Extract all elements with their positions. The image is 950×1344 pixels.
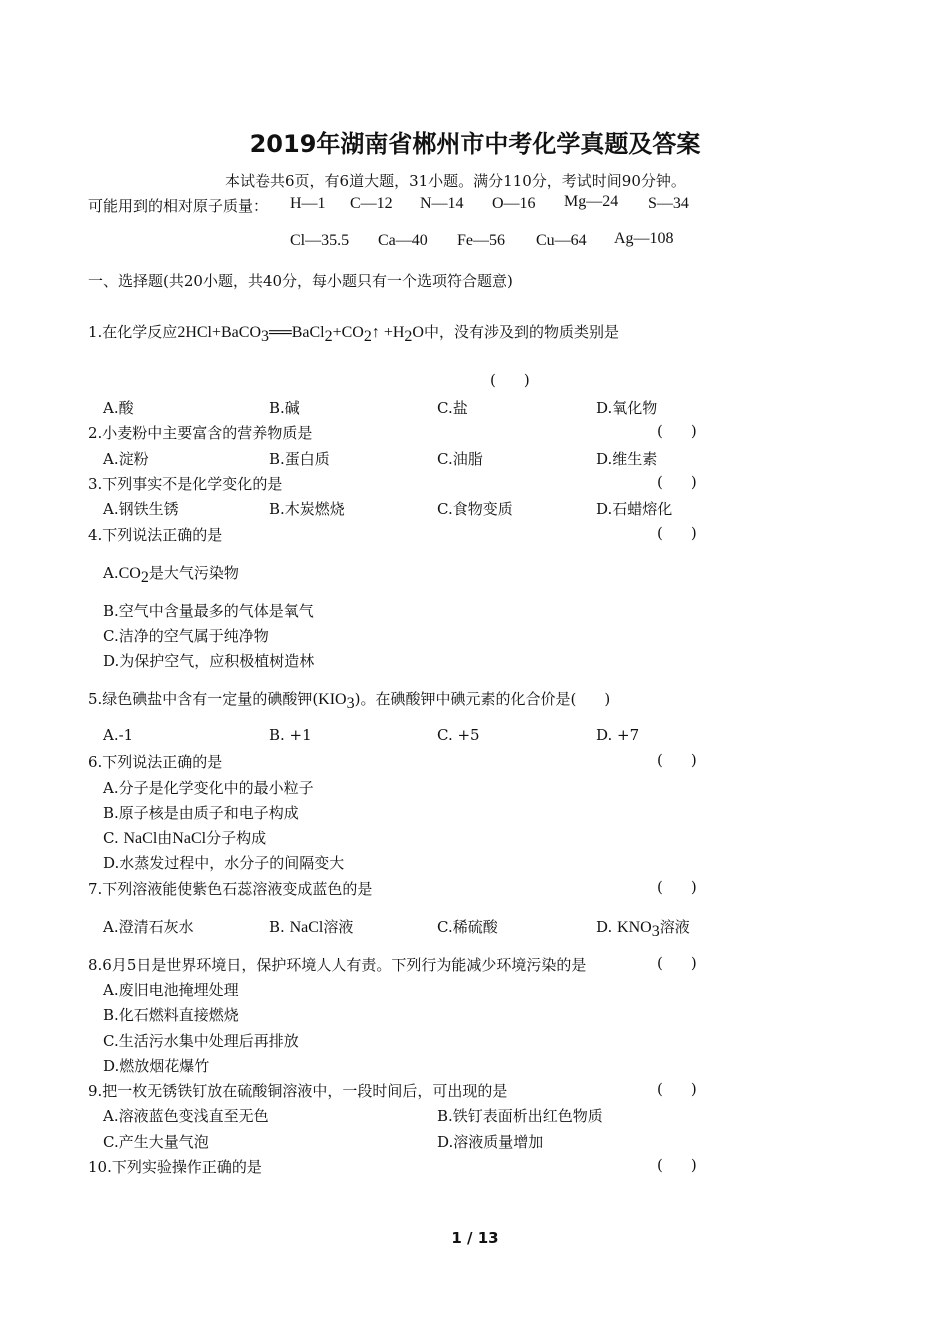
formula: CO — [118, 565, 141, 582]
atomic-mass-h: H—1 — [290, 195, 326, 212]
answer-bracket: ( ) — [657, 422, 697, 440]
option-d: D.溶液质量增加 — [437, 1133, 544, 1151]
option-b: B. +1 — [269, 726, 312, 744]
equation-part-5: O — [412, 324, 424, 341]
section-heading-choice: 一、选择题(共20小题，共40分，每小题只有一个选项符合题意) — [88, 272, 513, 290]
equation-part-3: +CO — [332, 324, 364, 341]
formula: NaCl — [289, 919, 324, 936]
atomic-mass-s: S—34 — [648, 195, 689, 212]
option-a: A.酸 — [103, 399, 134, 417]
formula: KNO — [617, 919, 652, 936]
option-a: A.分子是化学变化中的最小粒子 — [103, 779, 314, 797]
formula-subscript: 3 — [346, 695, 355, 712]
option-a: A.溶液蓝色变浅直至无色 — [103, 1107, 269, 1125]
option-b: B. NaCl溶液 — [269, 918, 354, 936]
option-d: D. +7 — [596, 726, 640, 744]
question-4: 4.下列说法正确的是 — [88, 526, 223, 544]
option-a: A.废旧电池掩埋处理 — [103, 981, 239, 999]
answer-bracket: ( ) — [657, 1156, 697, 1174]
question-8: 8.6月5日是世界环境日，保护环境人人有责。下列行为能减少环境污染的是 — [88, 956, 587, 974]
option-c: C.食物变质 — [437, 500, 513, 518]
answer-bracket: ( ) — [657, 954, 697, 972]
question-1 — [88, 321, 619, 346]
atomic-mass-n: N—14 — [420, 195, 464, 212]
question-3: 3.下列事实不是化学变化的是 — [88, 475, 283, 493]
equation-subscript-3: 2 — [363, 328, 372, 345]
option-b: B.铁钉表面析出红色物质 — [437, 1107, 603, 1125]
exam-info: 本试卷共6页，有6道大题，31小题。满分110分，考试时间90分钟。 — [225, 172, 686, 190]
question-9: 9.把一枚无锈铁钉放在硫酸铜溶液中，一段时间后，可出现的是 — [88, 1082, 508, 1100]
equation-part-2: ══BaCl — [269, 324, 325, 341]
option-b: B.化石燃料直接燃烧 — [103, 1006, 239, 1024]
option-d: D.水蒸发过程中，水分子的间隔变大 — [103, 854, 345, 872]
option-d: D.燃放烟花爆竹 — [103, 1057, 210, 1075]
option-a: A.淀粉 — [103, 450, 149, 468]
option-c: C. NaCl由NaCl分子构成 — [103, 829, 267, 847]
atomic-mass-cl: Cl—35.5 — [290, 232, 350, 249]
answer-bracket: ( ) — [490, 371, 530, 389]
atomic-mass-cu: Cu—64 — [536, 232, 587, 249]
option-d: D.为保护空气，应积极植树造林 — [103, 652, 315, 670]
atomic-mass-o: O—16 — [492, 195, 536, 212]
option-d: D.氧化物 — [596, 399, 658, 417]
equation-subscript-2: 2 — [324, 328, 333, 345]
option-b: B.蛋白质 — [269, 450, 330, 468]
option-c: C.洁净的空气属于纯净物 — [103, 627, 269, 645]
atomic-mass-c: C—12 — [350, 195, 393, 212]
option-b: B.原子核是由质子和电子构成 — [103, 804, 299, 822]
answer-bracket: ( ) — [657, 878, 697, 896]
option-c: C.生活污水集中处理后再排放 — [103, 1032, 299, 1050]
option-c: C.油脂 — [437, 450, 483, 468]
formula-subscript: 2 — [140, 569, 149, 586]
question-2: 2.小麦粉中主要富含的营养物质是 — [88, 424, 313, 442]
formula: KIO — [318, 691, 347, 708]
answer-bracket: ( ) — [657, 1080, 697, 1098]
option-a: A.澄清石灰水 — [103, 918, 194, 936]
equation-subscript-1: 3 — [261, 328, 270, 345]
atomic-mass-label: 可能用到的相对原子质量： — [88, 197, 269, 215]
option-a: A.钢铁生锈 — [103, 500, 179, 518]
answer-bracket: ( ) — [657, 473, 697, 491]
answer-bracket: ( ) — [657, 751, 697, 769]
option-c: C.盐 — [437, 399, 468, 417]
question-1-prefix: 1.在化学反应 — [88, 323, 178, 341]
formula: NaCl — [172, 830, 207, 847]
option-b: B.木炭燃烧 — [269, 500, 345, 518]
equation-subscript-4: 2 — [404, 328, 413, 345]
atomic-mass-mg: Mg—24 — [564, 193, 619, 210]
equation-part-4: ↑ +H — [371, 324, 405, 341]
formula: NaCl — [123, 830, 158, 847]
option-d: D.维生素 — [596, 450, 658, 468]
option-d: D.石蜡熔化 — [596, 500, 673, 518]
answer-bracket: ( ) — [657, 524, 697, 542]
question-7: 7.下列溶液能使紫色石蕊溶液变成蓝色的是 — [88, 880, 373, 898]
option-a: $A.CO_2$是大气污染物 — [103, 564, 239, 586]
atomic-mass-fe: Fe—56 — [457, 232, 505, 249]
option-b: B.碱 — [269, 399, 300, 417]
question-6: 6.下列说法正确的是 — [88, 753, 223, 771]
option-a: A.-1 — [103, 726, 134, 744]
question-5: 5.绿色碘盐中含有一定量的碘酸钾$(KIO_3)$。在碘酸钾中碘元素的化合价是( ) — [88, 690, 611, 712]
question-10: 10.下列实验操作正确的是 — [88, 1158, 262, 1176]
option-c: C. +5 — [437, 726, 480, 744]
page-number: 1 / 13 — [451, 1229, 499, 1247]
option-c: C.稀硫酸 — [437, 918, 498, 936]
option-c: C.产生大量气泡 — [103, 1133, 209, 1151]
page-title: 2019年湖南省郴州市中考化学真题及答案 — [249, 130, 701, 158]
question-1-suffix: 中，没有涉及到的物质类别是 — [423, 323, 619, 341]
option-d: D. $KNO_3$溶液 — [596, 918, 690, 940]
formula-subscript: 3 — [651, 923, 660, 940]
atomic-mass-ag: Ag—108 — [614, 230, 674, 247]
equation-part-1: 2HCl+BaCO — [177, 324, 262, 341]
option-b: B.空气中含量最多的气体是氧气 — [103, 602, 314, 620]
atomic-mass-ca: Ca—40 — [378, 232, 428, 249]
